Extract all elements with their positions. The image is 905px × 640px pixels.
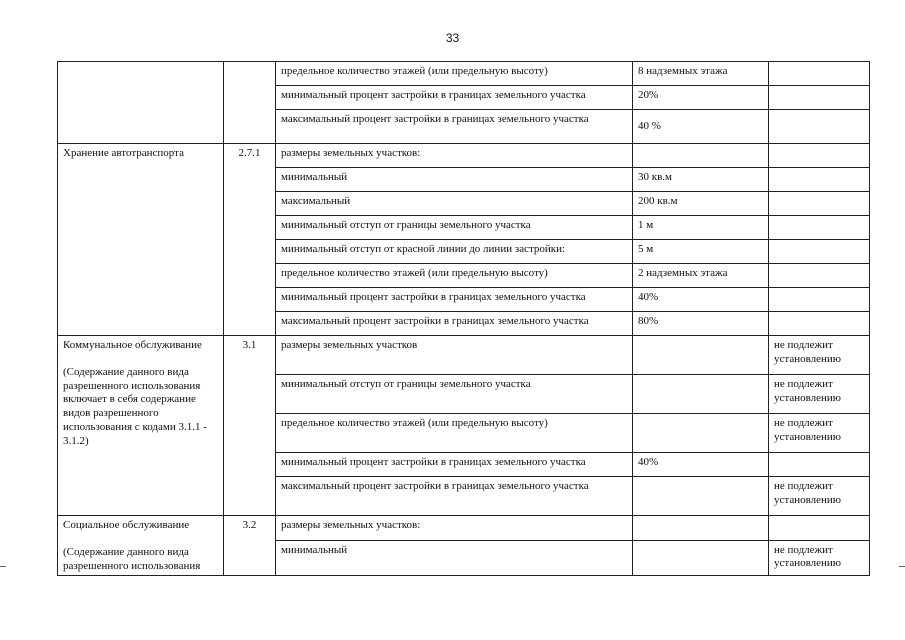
use-type-cell: [58, 62, 224, 144]
use-type-title: Коммунальное обслуживание: [63, 339, 202, 351]
note-cell: [769, 240, 870, 264]
note-cell: [769, 264, 870, 288]
value-cell: 40%: [633, 288, 769, 312]
value-cell: 40 %: [633, 110, 769, 144]
note-cell: [769, 288, 870, 312]
scan-edge-mark: [899, 566, 905, 567]
parameter-cell: максимальный процент застройки в границах земельного участка: [276, 312, 633, 336]
parameter-cell: минимальный: [276, 168, 633, 192]
value-cell: 30 кв.м: [633, 168, 769, 192]
value-cell: [633, 375, 769, 414]
code-cell: 2.7.1: [224, 144, 276, 336]
value-cell: [633, 477, 769, 516]
use-type-cell: [58, 336, 224, 516]
value-cell: 80%: [633, 312, 769, 336]
table-row: [58, 336, 870, 375]
code-cell: 3.1: [224, 336, 276, 516]
note-cell: [769, 192, 870, 216]
value-cell: [633, 540, 769, 576]
page-number: 33: [445, 31, 460, 45]
value-cell: 200 кв.м: [633, 192, 769, 216]
note-cell: [769, 86, 870, 110]
value-cell: 2 надземных этажа: [633, 264, 769, 288]
parameter-cell: минимальный процент застройки в границах земельного участка: [276, 86, 633, 110]
note-cell: не подлежит установлению: [769, 414, 870, 453]
use-type-cell: [58, 516, 224, 576]
parameter-cell: минимальный отступ от красной линии до линии застройки:: [276, 240, 633, 264]
value-cell: 1 м: [633, 216, 769, 240]
note-cell: не подлежит установлению: [769, 375, 870, 414]
scan-edge-mark: [0, 566, 6, 567]
value-cell: 8 надземных этажа: [633, 62, 769, 86]
use-type-cell: [58, 144, 224, 336]
parameter-cell: минимальный: [276, 540, 633, 576]
parameter-cell: предельное количество этажей (или предельную высоту): [276, 414, 633, 453]
zoning-regulations-table: [57, 61, 870, 576]
table-row: [58, 62, 870, 86]
note-cell: [769, 312, 870, 336]
parameter-cell: минимальный отступ от границы земельного участка: [276, 216, 633, 240]
code-cell: [224, 62, 276, 144]
note-cell: не подлежит установлению: [769, 477, 870, 516]
note-cell: [769, 144, 870, 168]
value-cell: 20%: [633, 86, 769, 110]
value-cell: [633, 414, 769, 453]
note-cell: не подлежит установлению: [769, 336, 870, 375]
table-row: [58, 144, 870, 168]
note-cell: [769, 62, 870, 86]
parameter-cell: размеры земельных участков:: [276, 144, 633, 168]
parameter-cell: минимальный процент застройки в границах земельного участка: [276, 453, 633, 477]
parameter-cell: максимальный процент застройки в границах земельного участка: [276, 110, 633, 144]
code-cell: 3.2: [224, 516, 276, 576]
note-cell: [769, 216, 870, 240]
value-cell: [633, 336, 769, 375]
note-cell: [769, 110, 870, 144]
value-cell: [633, 144, 769, 168]
note-cell: [769, 168, 870, 192]
parameter-cell: размеры земельных участков: [276, 336, 633, 375]
use-type-description: (Содержание данного вида разрешенного использования: [63, 545, 201, 572]
use-type-description: (Содержание данного вида разрешенного использования включает в себя содержание видов разрешенного использования с кодами 3.1.1 - 3.1.2): [63, 365, 207, 447]
note-cell: не подлежит установлению: [769, 540, 870, 576]
parameter-cell: размеры земельных участков:: [276, 516, 633, 541]
parameter-cell: предельное количество этажей (или предельную высоту): [276, 264, 633, 288]
parameter-cell: максимальный процент застройки в границах земельного участка: [276, 477, 633, 516]
parameter-cell: минимальный процент застройки в границах земельного участка: [276, 288, 633, 312]
use-type-title: Социальное обслуживание: [63, 519, 190, 531]
parameter-cell: минимальный отступ от границы земельного участка: [276, 375, 633, 414]
parameter-cell: предельное количество этажей (или предельную высоту): [276, 62, 633, 86]
parameter-cell: максимальный: [276, 192, 633, 216]
table-row: [58, 516, 870, 541]
use-type-title: Хранение автотранспорта: [63, 147, 184, 159]
note-cell: [769, 516, 870, 541]
value-cell: 40%: [633, 453, 769, 477]
value-cell: [633, 516, 769, 541]
value-cell: 5 м: [633, 240, 769, 264]
note-cell: [769, 453, 870, 477]
